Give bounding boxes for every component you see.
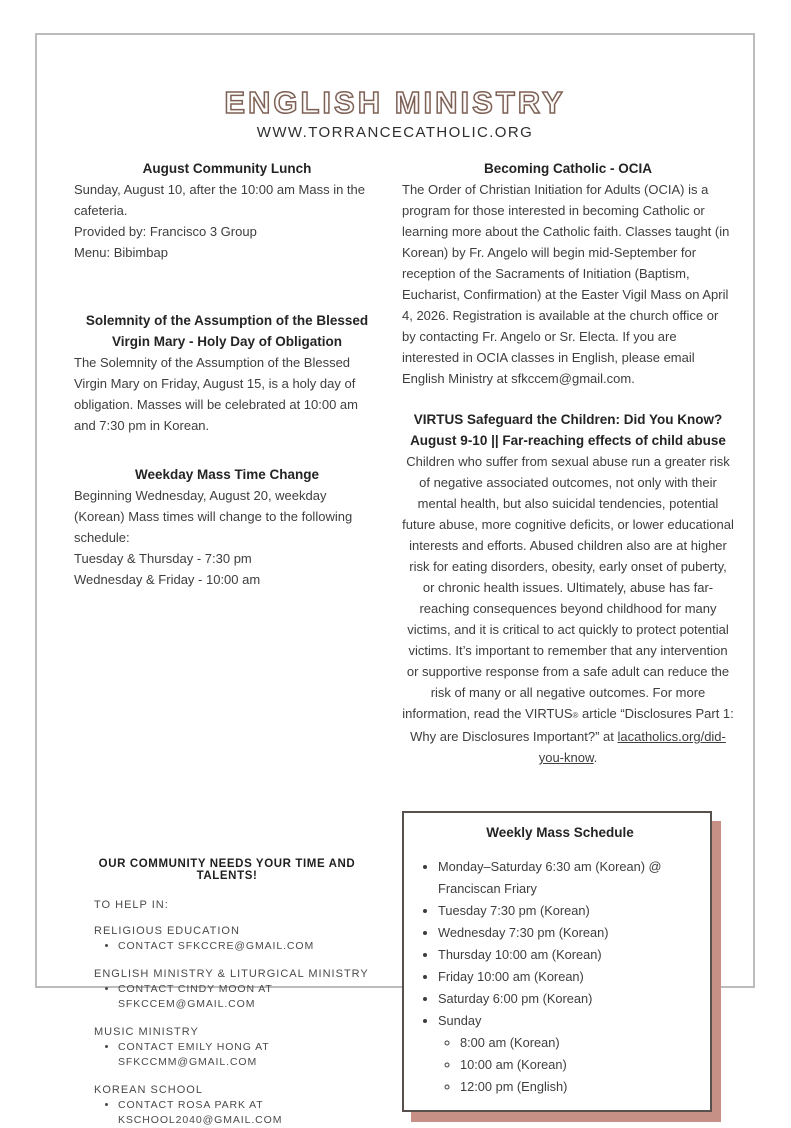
group-label: KOREAN SCHOOL: [94, 1084, 203, 1096]
section-paragraph: The Solemnity of the Assumption of the Blessed Virgin Mary on Friday, August 15, is a holy day of obligation. Masses will be celebrated at 10:00 am and 7:30 pm in Korean.: [74, 355, 358, 433]
section-paragraph: The Order of Christian Initiation for Adults (OCIA) is a program for those interested in becoming Catholic or learning more about the Catholic faith. Classes taught (in Korean) by Fr. Angelo will begin mid-September for reception of the Sacraments of Initiation (Baptism, Eucharist, Confirmation) at the Easter Vigil Mass on April 4, 2026. Registration is available at the church office or by contacting Fr. Angelo or Sr. Electa. If you are interested in OCIA classes in English, please email English Ministry at sfkccem@gmail.com.: [402, 182, 730, 386]
virtus-body-end: .: [593, 750, 598, 765]
group-label: RELIGIOUS EDUCATION: [94, 925, 240, 937]
volunteer-intro: TO HELP IN:: [94, 899, 169, 911]
weekly-mass-schedule-box: [402, 811, 712, 1112]
mass-schedule-title: Weekly Mass Schedule: [486, 825, 634, 840]
section-paragraph: Tuesday & Thursday - 7:30 pm: [74, 551, 252, 566]
volunteer-group-korean-school: [94, 1083, 380, 1128]
group-label: MUSIC MINISTRY: [94, 1026, 199, 1038]
registered-trademark-symbol: ®: [572, 711, 579, 720]
section-heading: August Community Lunch: [142, 161, 312, 176]
sunday-time-item: ◦ 8:00 am (Korean): [460, 1032, 704, 1054]
section-heading: Solemnity of the Assumption of the Blessed Virgin Mary - Holy Day of Obligation: [85, 313, 369, 349]
section-august-community-lunch: [74, 158, 380, 263]
page-subtitle: WWW.TORRANCECATHOLIC.ORG: [256, 124, 534, 141]
virtus-heading-line2: August 9-10 || Far-reaching effects of child abuse: [410, 433, 726, 448]
page-card: [35, 33, 755, 1126]
group-contact: • CONTACT EMILY HONG AT SFKCCMM@GMAIL.COM: [118, 1040, 380, 1070]
mass-schedule-item: • Tuesday 7:30 pm (Korean): [438, 900, 704, 922]
sunday-time-item: ◦ 10:00 am (Korean): [460, 1054, 704, 1076]
mass-schedule-item: • Monday–Saturday 6:30 am (Korean) @ Franciscan Friary: [438, 856, 704, 900]
bottom-content: [37, 811, 753, 1128]
sunday-label: Sunday: [438, 1013, 482, 1028]
group-contact: • CONTACT SFKCCRE@GMAIL.COM: [118, 939, 380, 954]
section-heading: [402, 409, 734, 451]
lacatholics-did-you-know-link[interactable]: lacatholics.org/did-you-know: [538, 729, 726, 765]
mass-schedule-item: • Thursday 10:00 am (Korean): [438, 944, 704, 966]
virtus-body-start: Children who suffer from sexual abuse run a greater risk of negative associated outcomes, not only with their mental health, but also suicidal tendencies, potential future abuse, more cognitive deficits, or lower educational interests and efforts. Abused children also are at higher risk for eating disorders, obesity, early onset of puberty, or chronic health issues. Ultimately, abuse has far-reaching consequences beyond childhood for many victims, and it is critical to act quickly to protect potential victims. It’s important to remember that any intervention or supportive response from a safe adult can reduce the risk of many or all negative outcomes. For more information, read the VIRTUS: [402, 454, 734, 721]
mass-schedule-item: • Saturday 6:00 pm (Korean): [438, 988, 704, 1010]
page-title: ENGLISH MINISTRY: [224, 85, 566, 120]
sunday-times-list: [460, 1032, 704, 1098]
virtus-body-middle: article “Disclosures Part 1: Why are Disclosures Important?” at: [410, 706, 734, 744]
section-assumption-holy-day: [74, 310, 380, 436]
virtus-heading-line1: VIRTUS Safeguard the Children: Did You Know?: [413, 412, 723, 427]
mass-schedule-list: [438, 856, 704, 1098]
section-heading: Becoming Catholic - OCIA: [483, 161, 652, 176]
section-heading: Weekday Mass Time Change: [134, 467, 320, 482]
section-paragraph: Sunday, August 10, after the 10:00 am Mass in the cafeteria.: [74, 182, 365, 218]
volunteer-block: [74, 811, 380, 1128]
right-column: [402, 158, 734, 768]
volunteer-group-english-liturgical-ministry: [94, 967, 380, 1012]
group-contact: • CONTACT CINDY MOON AT SFKCCEM@GMAIL.COM: [118, 982, 380, 1012]
section-paragraph: Wednesday & Friday - 10:00 am: [74, 572, 261, 587]
mass-schedule-item: • Friday 10:00 am (Korean): [438, 966, 704, 988]
section-paragraph: Beginning Wednesday, August 20, weekday (Korean) Mass times will change to the following schedule:: [74, 488, 353, 545]
section-paragraph: Provided by: Francisco 3 Group: [74, 224, 257, 239]
group-label: ENGLISH MINISTRY & LITURGICAL MINISTRY: [94, 968, 369, 980]
volunteer-group-music-ministry: [94, 1025, 380, 1070]
virtus-body: [402, 451, 734, 768]
section-paragraph: Menu: Bibimbap: [74, 245, 168, 260]
sunday-time-item: ◦ 12:00 pm (English): [460, 1076, 704, 1098]
mass-schedule-item-sunday: [438, 1010, 704, 1098]
volunteer-heading: OUR COMMUNITY NEEDS YOUR TIME AND TALENTS!: [98, 858, 356, 882]
page-header: [37, 85, 753, 141]
left-column: [74, 158, 380, 768]
mass-schedule-item: • Wednesday 7:30 pm (Korean): [438, 922, 704, 944]
section-weekday-mass-time-change: [74, 464, 380, 590]
volunteer-group-religious-education: [94, 924, 380, 954]
section-virtus-safeguard: [402, 409, 734, 768]
main-content: [37, 158, 753, 768]
section-becoming-catholic-ocia: [402, 158, 734, 389]
group-contact: • CONTACT ROSA PARK AT KSCHOOL2040@GMAIL.COM: [118, 1098, 380, 1128]
